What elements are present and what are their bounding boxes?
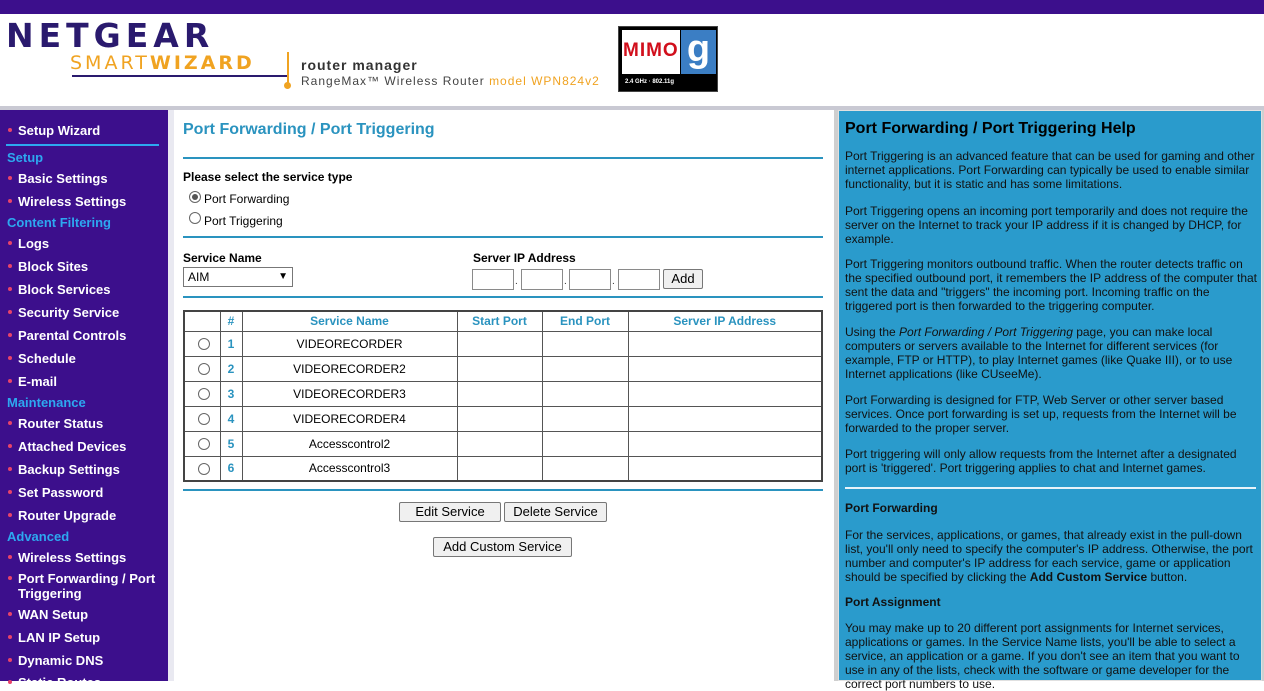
row-server-ip	[628, 431, 822, 456]
help-paragraph: Port Triggering opens an incoming port temporarily and does not require the server on the Internet to track your IP address if it is changed by DHCP, for example.	[845, 204, 1248, 246]
table-row	[184, 381, 822, 406]
row-start-port	[457, 456, 542, 481]
row-end-port	[542, 431, 628, 456]
sidebar-item-label: Router Upgrade	[18, 508, 117, 523]
bullet-icon	[8, 356, 12, 360]
sidebar-item-label: Dynamic DNS	[18, 653, 104, 668]
wizard-text: WIZARD	[149, 52, 255, 74]
server-ip-octet-1[interactable]	[472, 269, 514, 290]
bullet-icon	[8, 241, 12, 245]
sidebar-item-logs[interactable]	[8, 236, 166, 251]
bullet-icon	[8, 513, 12, 517]
bullet-icon	[8, 467, 12, 471]
sidebar-nav	[0, 110, 168, 690]
help-paragraph: Port Triggering monitors outbound traffic. When the router detects traffic on the specified outbound port, it remembers the IP address of the computer that sent the data and "triggers" the incoming port. Incoming traffic on the triggered port is then forwarded to the triggering computer.	[845, 257, 1258, 313]
sidebar-item-wireless-settings[interactable]	[8, 194, 166, 209]
help-paragraph: You may make up to 20 different port assignments for Internet services, applications or games. In the Service Name lists, you'll be able to select a service, an application or a game. If you don't see an item that you want to use in any of the lists, check with the software or game developer for the correct port numbers to use.	[845, 621, 1240, 691]
server-ip-label: Server IP Address	[473, 251, 576, 265]
logo-divider-v	[287, 52, 289, 86]
col-service-name: Service Name	[242, 311, 457, 331]
row-end-port	[542, 331, 628, 356]
chevron-down-icon: ▼	[278, 271, 288, 282]
sidebar-section-advanced: Advanced	[7, 529, 70, 544]
help-emphasis: Port Forwarding / Port Triggering	[899, 325, 1073, 339]
row-service-name: VIDEORECORDER4	[242, 406, 457, 431]
row-server-ip	[628, 456, 822, 481]
divider	[183, 157, 823, 159]
product-line-text: RangeMax™ Wireless Router	[301, 74, 485, 88]
sidebar-item-router-status[interactable]	[8, 416, 166, 431]
sidebar-item-backup-settings[interactable]	[8, 462, 166, 477]
row-start-port	[457, 356, 542, 381]
sidebar-item-label: Block Sites	[18, 259, 89, 274]
table-row	[184, 431, 822, 456]
sidebar-item-label: Backup Settings	[18, 462, 120, 477]
row-select-cell	[184, 431, 220, 456]
row-select-radio[interactable]	[198, 413, 210, 425]
help-text: Using the	[845, 325, 900, 339]
row-service-name: VIDEORECORDER3	[242, 381, 457, 406]
table-row	[184, 331, 822, 356]
server-ip-octet-2[interactable]	[521, 269, 563, 290]
bullet-icon	[8, 333, 12, 337]
col-start-port: Start Port	[457, 311, 542, 331]
row-select-radio[interactable]	[198, 388, 210, 400]
bullet-icon	[8, 576, 12, 580]
row-server-ip	[628, 381, 822, 406]
help-text: button.	[1147, 570, 1188, 584]
row-number: 4	[220, 406, 242, 431]
port-triggering-radio-label[interactable]: Port Triggering	[204, 214, 283, 228]
row-select-cell	[184, 381, 220, 406]
sidebar-item-advanced-wireless-settings[interactable]	[8, 550, 166, 565]
mimo-g-badge-icon	[618, 26, 718, 92]
help-divider	[845, 487, 1256, 489]
header	[0, 14, 1264, 106]
sidebar-item-attached-devices[interactable]	[8, 439, 166, 454]
sidebar-section-content-filtering: Content Filtering	[7, 215, 111, 230]
bullet-icon	[8, 199, 12, 203]
row-end-port	[542, 356, 628, 381]
help-text: page, you can make local computers or servers available to the Internet for different services (for example, FTP or HTTP), to play Internet games (like Quake III), or to use Internet applications (like CUseeMe).	[845, 325, 1233, 381]
ip-dot: .	[515, 276, 518, 287]
sidebar-item-label: Schedule	[18, 351, 76, 366]
sidebar-item-schedule[interactable]	[8, 351, 166, 366]
row-number: 2	[220, 356, 242, 381]
services-table	[183, 310, 823, 482]
sidebar-item-label: Attached Devices	[18, 439, 127, 454]
sidebar-item-lan-ip-setup[interactable]	[8, 630, 166, 645]
top-bar	[0, 0, 1264, 14]
row-server-ip	[628, 406, 822, 431]
row-number: 6	[220, 456, 242, 481]
col-server-ip: Server IP Address	[628, 311, 822, 331]
port-forwarding-radio[interactable]	[189, 191, 201, 203]
help-text: For the services, applications, or games, that already exist in the pull-down list, you'll only need to specify the computer's IP address. Otherwise, the port number and computer's IP address for each service, game or application should be specified by clicking the	[845, 528, 1253, 584]
add-custom-service-button[interactable]: Add Custom Service	[433, 537, 572, 557]
mimo-sub-text: 2.4 GHz · 802.11g	[625, 79, 675, 85]
sidebar-item-label: Wireless Settings	[18, 550, 127, 565]
sidebar-item-email[interactable]	[8, 374, 166, 389]
netgear-logo: NETGEAR	[6, 16, 215, 55]
help-paragraph: Port Triggering is an advanced feature that can be used for gaming and other internet applications. Port Forwarding can typically be used to enable similar functionality, but it is static and has some limitations.	[845, 149, 1255, 191]
sidebar-item-port-forwarding[interactable]	[8, 571, 166, 601]
help-panel	[838, 110, 1262, 691]
bullet-icon	[8, 379, 12, 383]
ip-dot: .	[612, 276, 615, 287]
row-end-port	[542, 381, 628, 406]
help-paragraph: Port Forwarding is designed for FTP, Web Server or other server based services. Once port forwarding is set up, requests from the Internet will be forwarded to the proper server.	[845, 393, 1237, 435]
help-paragraph: Port triggering will only allow requests from the Internet after a designated port is 'triggered'. Port triggering applies to chat and Internet games.	[845, 447, 1237, 475]
sidebar-item-label: Basic Settings	[18, 171, 108, 186]
logo-divider-h	[72, 75, 288, 77]
sidebar-item-parental-controls[interactable]	[8, 328, 166, 343]
model-text: model WPN824v2	[489, 74, 600, 88]
divider	[183, 236, 823, 238]
divider	[183, 296, 823, 298]
bullet-icon	[8, 128, 12, 132]
smartwizard-logo	[70, 52, 255, 74]
sidebar-item-security-service[interactable]	[8, 305, 166, 320]
smart-text: SMART	[70, 52, 150, 74]
sidebar-item-label: Setup Wizard	[18, 123, 101, 138]
sidebar-item-label: WAN Setup	[18, 607, 89, 622]
bullet-icon	[8, 658, 12, 662]
row-select-radio[interactable]	[198, 463, 210, 475]
help-heading-port-assignment: Port Assignment	[845, 595, 941, 609]
sidebar-item-label: Static Routes	[18, 675, 102, 690]
edit-service-button[interactable]: Edit Service	[399, 502, 501, 522]
bullet-icon	[8, 555, 12, 559]
row-start-port	[457, 331, 542, 356]
logo-dot-icon	[284, 82, 291, 89]
row-select-cell	[184, 356, 220, 381]
sidebar-item-set-password[interactable]	[8, 485, 166, 500]
sidebar-item-block-services[interactable]	[8, 282, 166, 297]
col-end-port: End Port	[542, 311, 628, 331]
bullet-icon	[8, 490, 12, 494]
row-server-ip	[628, 356, 822, 381]
service-name-selected: AIM	[188, 270, 210, 284]
row-select-radio[interactable]	[198, 438, 210, 450]
sidebar-item-router-upgrade[interactable]	[8, 508, 166, 523]
row-service-name: VIDEORECORDER	[242, 331, 457, 356]
sidebar-item-label: LAN IP Setup	[18, 630, 101, 645]
sidebar-item-basic-settings[interactable]	[8, 171, 166, 186]
help-title: Port Forwarding / Port Triggering Help	[845, 120, 1136, 137]
help-heading-port-forwarding: Port Forwarding	[845, 501, 938, 515]
table-row	[184, 456, 822, 481]
product-title: router manager	[301, 57, 418, 73]
add-button[interactable]: Add	[663, 269, 703, 289]
sidebar-item-label: Set Password	[18, 485, 104, 500]
bullet-icon	[8, 310, 12, 314]
bullet-icon	[8, 635, 12, 639]
sidebar-item-dynamic-dns[interactable]	[8, 653, 166, 668]
main-content	[174, 110, 834, 681]
table-row	[184, 406, 822, 431]
row-select-radio[interactable]	[198, 338, 210, 350]
row-server-ip	[628, 331, 822, 356]
sidebar-item-label: Parental Controls	[18, 328, 127, 343]
bullet-icon	[8, 680, 12, 684]
delete-service-button[interactable]: Delete Service	[504, 502, 607, 522]
row-number: 5	[220, 431, 242, 456]
row-start-port	[457, 406, 542, 431]
sidebar-section-setup: Setup	[7, 150, 44, 165]
sidebar-item-label: Port Forwarding / Port Triggering	[18, 571, 156, 601]
bullet-icon	[8, 444, 12, 448]
row-start-port	[457, 381, 542, 406]
table-header-row	[184, 311, 822, 331]
row-service-name: Accesscontrol2	[242, 431, 457, 456]
sidebar-item-label: Block Services	[18, 282, 111, 297]
help-paragraph	[845, 325, 1257, 381]
page-title: Port Forwarding / Port Triggering	[183, 121, 435, 138]
col-select	[184, 311, 220, 331]
ip-dot: .	[564, 276, 567, 287]
row-service-name: Accesscontrol3	[242, 456, 457, 481]
sidebar-divider	[6, 144, 159, 146]
mimo-g-letter: g	[681, 30, 716, 74]
bullet-icon	[8, 264, 12, 268]
row-select-radio[interactable]	[198, 363, 210, 375]
server-ip-octet-3[interactable]	[569, 269, 611, 290]
row-start-port	[457, 431, 542, 456]
sidebar-item-label: Security Service	[18, 305, 120, 320]
bullet-icon	[8, 421, 12, 425]
sidebar-item-label: Logs	[18, 236, 50, 251]
sidebar-item-label: E-mail	[18, 374, 58, 389]
divider	[183, 489, 823, 491]
sidebar-item-wan-setup[interactable]	[8, 607, 166, 622]
sidebar-section-maintenance: Maintenance	[7, 395, 86, 410]
row-select-cell	[184, 406, 220, 431]
table-row	[184, 356, 822, 381]
col-number: #	[220, 311, 242, 331]
sidebar-item-setup-wizard[interactable]	[8, 123, 166, 138]
row-select-cell	[184, 331, 220, 356]
server-ip-octet-4[interactable]	[618, 269, 660, 290]
sidebar-item-label: Router Status	[18, 416, 104, 431]
row-number: 1	[220, 331, 242, 356]
bullet-icon	[8, 612, 12, 616]
help-paragraph	[845, 528, 1257, 584]
row-number: 3	[220, 381, 242, 406]
bullet-icon	[8, 287, 12, 291]
mimo-text: MIMO	[623, 40, 679, 61]
bullet-icon	[8, 176, 12, 180]
help-bold: Add Custom Service	[1029, 570, 1148, 584]
product-line	[301, 74, 600, 88]
row-select-cell	[184, 456, 220, 481]
service-name-select[interactable]	[183, 267, 293, 287]
row-end-port	[542, 456, 628, 481]
service-name-label: Service Name	[183, 251, 262, 265]
port-forwarding-radio-label[interactable]: Port Forwarding	[204, 192, 290, 206]
port-triggering-radio[interactable]	[189, 212, 201, 224]
sidebar-item-block-sites[interactable]	[8, 259, 166, 274]
row-service-name: VIDEORECORDER2	[242, 356, 457, 381]
sidebar-item-label: Wireless Settings	[18, 194, 127, 209]
sidebar-item-static-routes[interactable]	[8, 675, 166, 690]
row-end-port	[542, 406, 628, 431]
service-type-label: Please select the service type	[183, 170, 353, 184]
